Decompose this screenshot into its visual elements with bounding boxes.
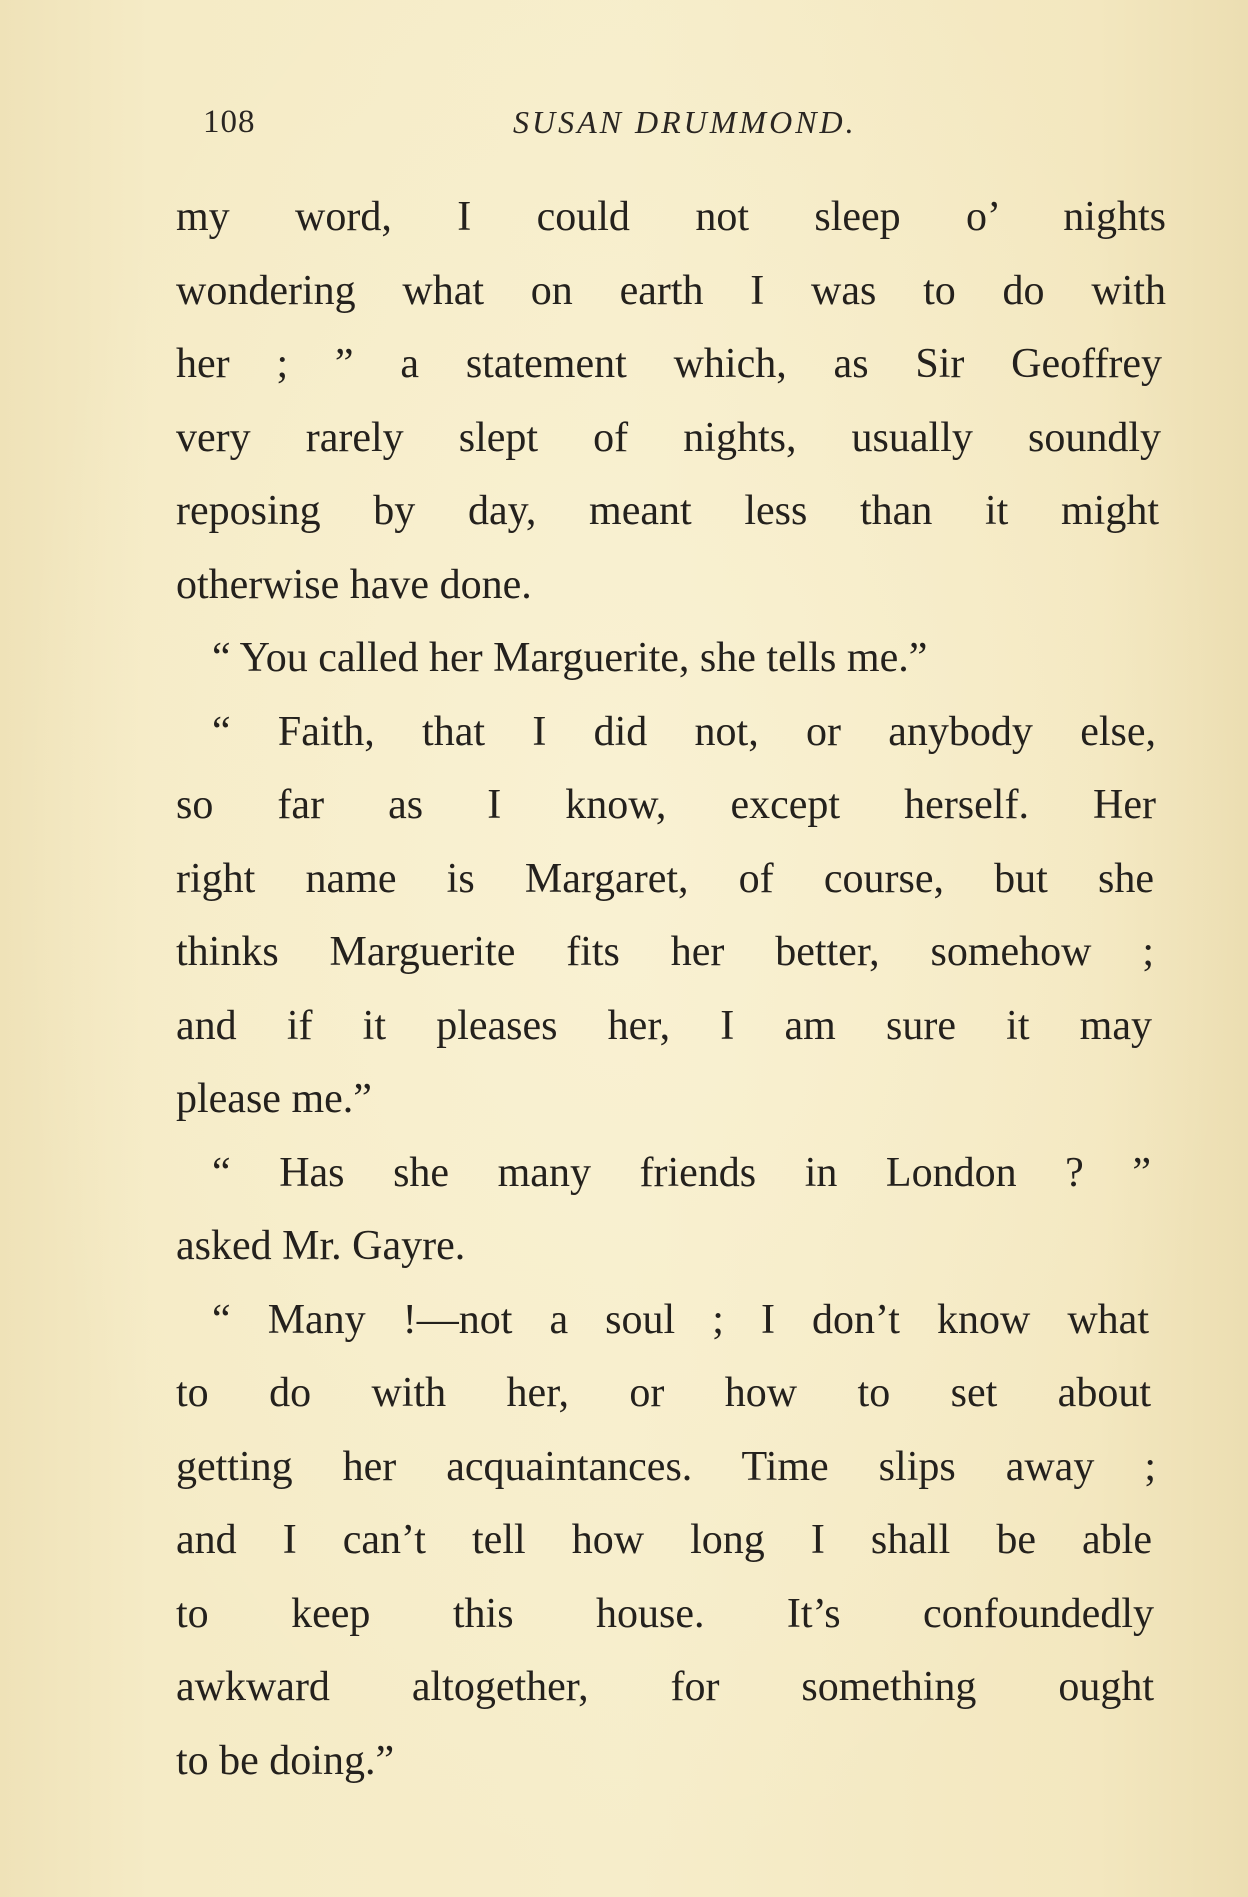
text-line: “ Has she many friends in London ? ” bbox=[212, 1149, 1151, 1196]
text-line: and if it pleases her, I am sure it may bbox=[176, 1002, 1152, 1049]
text-line: “ Faith, that I did not, or anybody else, bbox=[212, 708, 1156, 755]
text-line: to be doing.” bbox=[176, 1737, 395, 1784]
text-line: her ; ” a statement which, as Sir Geoffrey bbox=[176, 341, 1162, 387]
text-line: right name is Margaret, of course, but she bbox=[176, 855, 1154, 902]
body-text bbox=[176, 181, 1166, 1798]
text-line: and I can’t tell how long I shall be able bbox=[176, 1517, 1152, 1563]
text-line: wondering what on earth I was to do with bbox=[176, 267, 1166, 314]
text-line: to keep this house. It’s confoundedly bbox=[176, 1590, 1154, 1637]
running-head bbox=[203, 104, 903, 144]
text-line: please me.” bbox=[176, 1076, 372, 1122]
text-line: my word, I could not sleep o’ nights bbox=[176, 194, 1166, 240]
running-title: SUSAN DRUMMOND. bbox=[513, 104, 857, 140]
text-line: “ Many !—not a soul ; I don’t know what bbox=[212, 1296, 1149, 1343]
page-number: 108 bbox=[203, 104, 256, 140]
text-line: getting her acquaintances. Time slips away ; bbox=[176, 1443, 1156, 1490]
text-line: “ You called her Marguerite, she tells me.” bbox=[212, 635, 928, 681]
text-line: reposing by day, meant less than it might bbox=[176, 488, 1159, 534]
text-line: asked Mr. Gayre. bbox=[176, 1223, 466, 1269]
text-line: awkward altogether, for something ought bbox=[176, 1664, 1154, 1710]
text-line: to do with her, or how to set about bbox=[176, 1370, 1151, 1416]
text-line: otherwise have done. bbox=[176, 561, 532, 608]
text-line: very rarely slept of nights, usually soundly bbox=[176, 414, 1161, 461]
text-line: so far as I know, except herself. Her bbox=[176, 782, 1156, 828]
text-line: thinks Marguerite fits her better, somehow ; bbox=[176, 929, 1154, 975]
